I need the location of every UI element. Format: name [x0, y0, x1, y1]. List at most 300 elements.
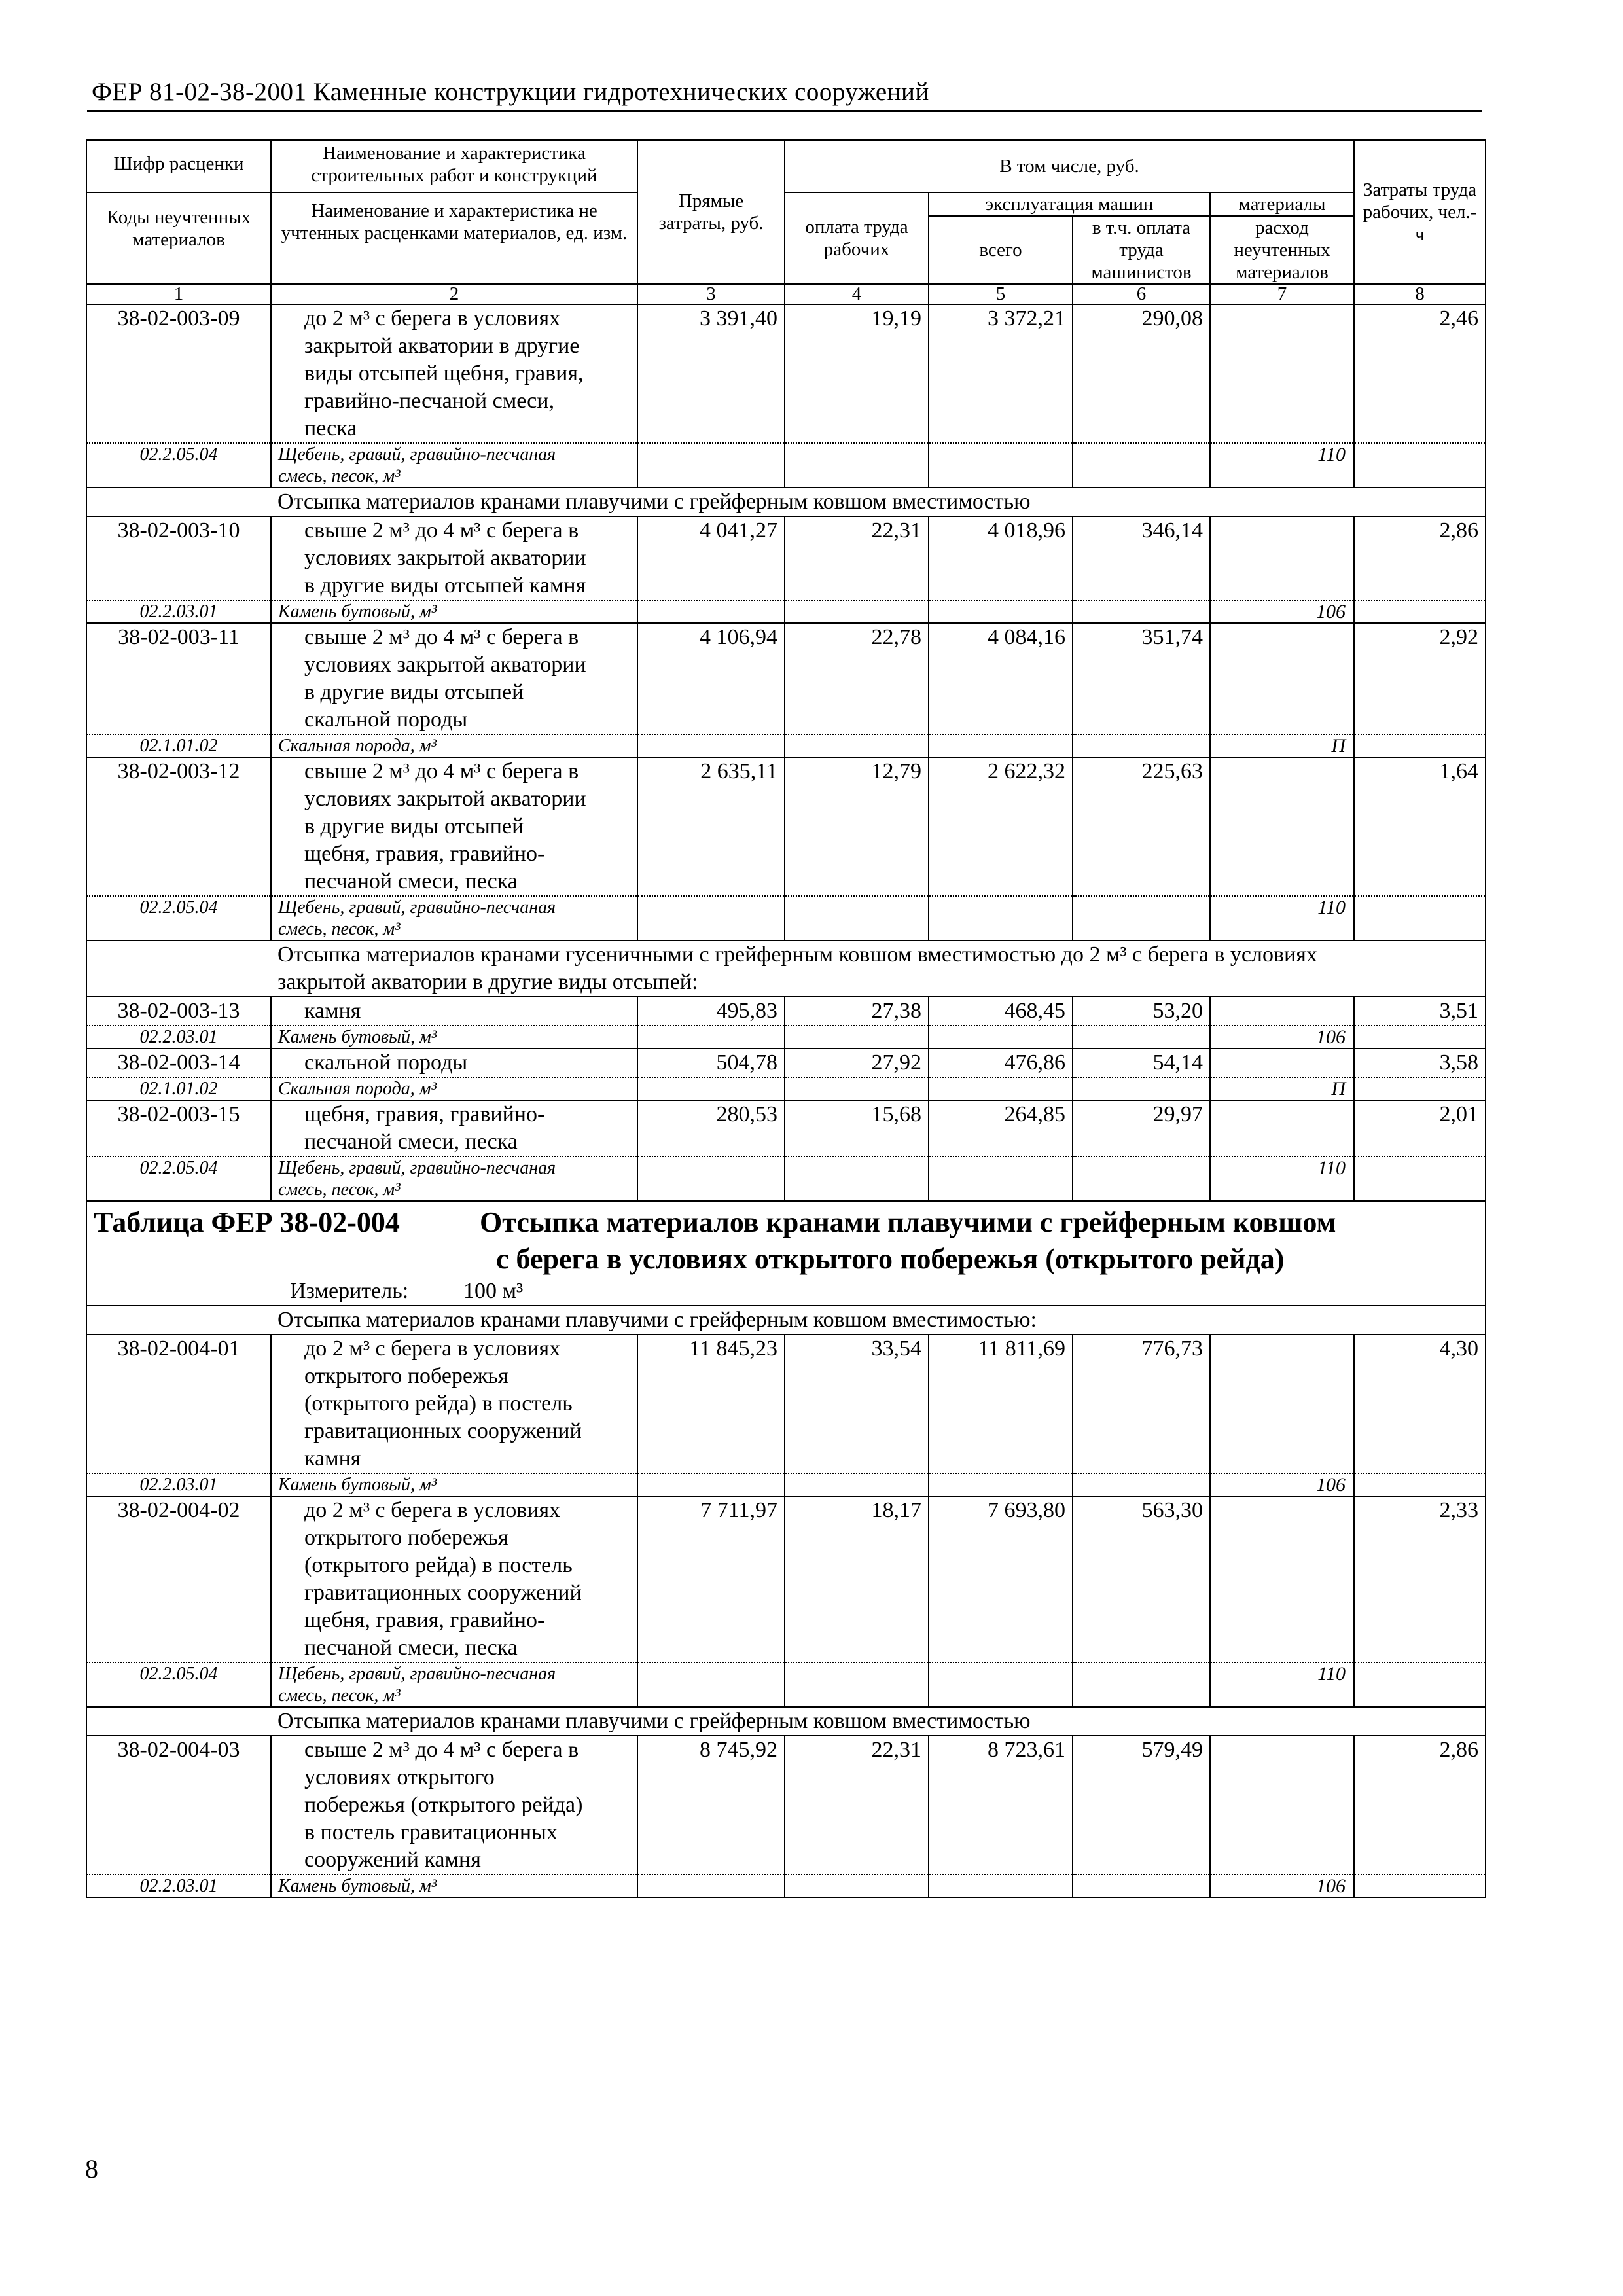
direct-costs-material-blank: [638, 442, 784, 487]
labor-costs-material-blank: [1355, 1025, 1485, 1048]
direct-costs-cell: [637, 1049, 785, 1100]
rate-description-cell: [271, 623, 637, 757]
rate-row: [86, 757, 1486, 941]
machinists-pay-cell: [1073, 304, 1210, 488]
direct-costs: 3 391,40: [700, 306, 777, 331]
description-line: сооружений камня: [304, 1848, 481, 1872]
labor-pay: 15,68: [871, 1102, 921, 1126]
material-qty-blank: [1211, 997, 1353, 1025]
material-name: [272, 442, 637, 487]
machinists-pay-material-blank: [1073, 1025, 1209, 1048]
labor-costs-material-blank: [1355, 442, 1485, 487]
header-row-1: [86, 140, 1486, 192]
machinists-pay: 54,14: [1152, 1050, 1203, 1075]
labor-pay-cell: [785, 1496, 929, 1707]
column-number: 3: [637, 284, 785, 304]
header-labor-costs: Затраты труда рабочих, чел.-ч: [1354, 140, 1486, 284]
direct-costs-cell: [637, 623, 785, 757]
labor-pay-cell: [785, 1100, 929, 1201]
rate-row: [86, 1736, 1486, 1897]
labor-costs-cell: [1354, 1496, 1486, 1707]
table-title-continued: с берега в условиях открытого побережья (открытого рейда): [496, 1243, 1285, 1275]
direct-costs-material-blank: [638, 895, 784, 940]
rate-row: [86, 1335, 1486, 1496]
description-line: до 2 м³ с берега в условиях: [304, 306, 561, 331]
header-name-title: Наименование и характеристика строительных работ и конструкций: [311, 143, 597, 186]
description-line: условиях закрытой акватории: [304, 787, 586, 811]
direct-costs: 4 106,94: [700, 625, 777, 649]
description-line: условиях закрытой акватории: [304, 653, 586, 677]
labor-pay-cell: [785, 757, 929, 941]
material-qty: П: [1211, 734, 1353, 757]
material-qty: 110: [1211, 1156, 1353, 1200]
section-title: [271, 488, 1486, 516]
description-line: скальной породы: [304, 708, 468, 732]
rates-table: [86, 139, 1486, 1898]
rate-description-cell: [271, 1335, 637, 1496]
labor-costs: 3,51: [1439, 999, 1478, 1023]
machinists-pay-cell: [1073, 516, 1210, 623]
direct-costs-material-blank: [638, 1662, 784, 1706]
rate-code: 38-02-003-14: [117, 1050, 240, 1075]
machine-total-material-blank: [929, 1077, 1072, 1100]
rate-row: [86, 1100, 1486, 1201]
rate-code-cell: [86, 997, 271, 1049]
description-line: свыше 2 м³ до 4 м³ с берега в: [304, 518, 579, 543]
labor-pay-material-blank: [785, 1662, 928, 1706]
header-machine-ops: эксплуатация машин: [929, 192, 1210, 216]
section-title: [271, 1707, 1486, 1736]
description-line: камня: [304, 999, 361, 1023]
machine-total-cell: [929, 1496, 1073, 1707]
machinists-pay: 579,49: [1141, 1738, 1203, 1762]
header-name-cell: [271, 140, 637, 284]
material-line: смесь, песок, м³: [278, 466, 401, 486]
labor-costs: 2,46: [1439, 306, 1478, 331]
material-line: Щебень, гравий, гравийно-песчаная: [278, 1158, 556, 1178]
header-materials-sub: расход неучтенных материалов: [1210, 216, 1354, 284]
material-qty-blank: [1211, 517, 1353, 600]
machinists-pay: 351,74: [1141, 625, 1203, 649]
material-qty: 106: [1211, 1874, 1353, 1897]
machine-total: 2 622,32: [988, 759, 1065, 783]
direct-costs-cell: [637, 757, 785, 941]
description-line: гравитационных сооружений: [304, 1581, 582, 1605]
machine-total-material-blank: [929, 1156, 1072, 1200]
material-qty: 106: [1211, 1025, 1353, 1048]
material-qty: 110: [1211, 895, 1353, 940]
material-qty-blank: [1211, 1736, 1353, 1874]
labor-costs: 4,30: [1439, 1336, 1478, 1361]
direct-costs-material-blank: [638, 734, 784, 757]
rate-code: 38-02-004-01: [117, 1336, 240, 1361]
direct-costs: 2 635,11: [700, 759, 777, 783]
labor-costs-cell: [1354, 304, 1486, 488]
labor-pay-cell: [785, 1736, 929, 1897]
machine-total-material-blank: [929, 1025, 1072, 1048]
direct-costs: 280,53: [716, 1102, 777, 1126]
labor-pay-material-blank: [785, 895, 928, 940]
description-line: песчаной смеси, песка: [304, 1636, 518, 1660]
table-title: Отсыпка материалов кранами плавучими с грейферным ковшом: [480, 1206, 1336, 1238]
rate-description: [272, 1335, 637, 1473]
direct-costs: 504,78: [716, 1050, 777, 1075]
machine-total: 4 018,96: [988, 518, 1065, 543]
labor-pay-material-blank: [785, 442, 928, 487]
machinists-pay: 776,73: [1141, 1336, 1203, 1361]
machine-total-cell: [929, 1100, 1073, 1201]
labor-costs: 1,64: [1439, 759, 1478, 783]
material-qty: П: [1211, 1077, 1353, 1100]
labor-costs-material-blank: [1355, 600, 1485, 622]
material-code: 02.2.03.01: [87, 1473, 270, 1496]
rate-row: [86, 997, 1486, 1049]
section-code-cell: [86, 941, 271, 997]
machine-total-cell: [929, 1335, 1073, 1496]
header-rule: [87, 110, 1482, 112]
labor-pay-material-blank: [785, 734, 928, 757]
description-line: до 2 м³ с берега в условиях: [304, 1336, 561, 1361]
material-code: 02.2.05.04: [87, 895, 270, 940]
labor-costs-cell: [1354, 516, 1486, 623]
direct-costs-material-blank: [638, 1156, 784, 1200]
labor-pay-material-blank: [785, 1473, 928, 1496]
labor-pay: 27,38: [871, 999, 921, 1023]
rate-code-cell: [86, 304, 271, 488]
material-qty-blank: [1211, 1335, 1353, 1473]
direct-costs-material-blank: [638, 1025, 784, 1048]
description-line: песчаной смеси, песка: [304, 869, 518, 893]
rate-description-cell: [271, 1100, 637, 1201]
machinists-pay-material-blank: [1073, 1874, 1209, 1897]
section-title-line: Отсыпка материалов кранами гусеничными с грейферным ковшом вместимостью до 2 м³ с берега в условиях: [277, 942, 1317, 967]
rate-code-cell: [86, 1736, 271, 1897]
header-materials: материалы: [1210, 192, 1354, 216]
machine-total: 11 811,69: [978, 1336, 1065, 1361]
machine-total: 264,85: [1004, 1102, 1065, 1126]
material-qty-cell: [1210, 1736, 1354, 1897]
section-title-line: закрытой акватории в другие виды отсыпей:: [277, 970, 698, 994]
machinists-pay-cell: [1073, 997, 1210, 1049]
material-line: Скальная порода, м³: [278, 1079, 437, 1099]
description-line: камня: [304, 1446, 361, 1471]
description-line: гравитационных сооружений: [304, 1419, 582, 1443]
direct-costs: 8 745,92: [700, 1738, 777, 1762]
meter-label: Измеритель:: [290, 1279, 409, 1303]
table-heading: [86, 1201, 1486, 1306]
material-line: смесь, песок, м³: [278, 1685, 401, 1706]
rate-row: [86, 516, 1486, 623]
rate-description: [272, 1101, 637, 1156]
machine-total-cell: [929, 1049, 1073, 1100]
material-qty-blank: [1211, 1101, 1353, 1156]
column-number: 4: [785, 284, 929, 304]
material-qty-cell: [1210, 757, 1354, 941]
section-title-line: Отсыпка материалов кранами плавучими с грейферным ковшом вместимостью:: [277, 1308, 1037, 1332]
material-name: [272, 734, 637, 757]
labor-pay: 33,54: [871, 1336, 921, 1361]
labor-pay: 22,31: [871, 1738, 921, 1762]
machine-total-material-blank: [929, 895, 1072, 940]
material-qty-blank: [1211, 305, 1353, 442]
machine-total-cell: [929, 304, 1073, 488]
material-name: [272, 1156, 637, 1200]
description-line: (открытого рейда) в постель: [304, 1553, 573, 1577]
machine-total-cell: [929, 516, 1073, 623]
material-code: 02.2.05.04: [87, 442, 270, 487]
section-row: [86, 1306, 1486, 1335]
column-number: 6: [1073, 284, 1210, 304]
direct-costs: 4 041,27: [700, 518, 777, 543]
direct-costs-material-blank: [638, 1077, 784, 1100]
table-body: [86, 140, 1486, 1897]
labor-pay-material-blank: [785, 1077, 928, 1100]
description-line: в постель гравитационных: [304, 1820, 558, 1844]
material-line: Щебень, гравий, гравийно-песчаная: [278, 897, 556, 918]
direct-costs-cell: [637, 997, 785, 1049]
material-qty-blank: [1211, 758, 1353, 895]
material-line: смесь, песок, м³: [278, 1179, 401, 1200]
document-header: ФЕР 81-02-38-2001 Каменные конструкции гидротехнических сооружений: [92, 78, 929, 106]
labor-pay: 27,92: [871, 1050, 921, 1075]
table-heading-row: [86, 1201, 1486, 1306]
description-line: открытого побережья: [304, 1526, 508, 1550]
material-line: Камень бутовый, м³: [278, 1475, 437, 1495]
machinists-pay-material-blank: [1073, 1077, 1209, 1100]
description-line: до 2 м³ с берега в условиях: [304, 1498, 561, 1522]
description-line: закрытой акватории в другие: [304, 334, 580, 358]
description-line: условиях закрытой акватории: [304, 546, 586, 570]
rate-description: [272, 1497, 637, 1662]
rate-description-cell: [271, 1736, 637, 1897]
rate-description-cell: [271, 757, 637, 941]
rate-code: 38-02-003-15: [117, 1102, 240, 1126]
material-qty-cell: [1210, 997, 1354, 1049]
machinists-pay-cell: [1073, 1049, 1210, 1100]
page-number: 8: [85, 2154, 98, 2183]
section-row: [86, 1707, 1486, 1736]
section-row: [86, 488, 1486, 516]
rate-description: [272, 305, 637, 442]
material-qty-cell: [1210, 516, 1354, 623]
labor-costs-cell: [1354, 1736, 1486, 1897]
material-qty: 110: [1211, 1662, 1353, 1706]
machine-total: 4 084,16: [988, 625, 1065, 649]
material-qty-cell: [1210, 623, 1354, 757]
material-code: 02.1.01.02: [87, 1077, 270, 1100]
table-title-line: [94, 1204, 1478, 1241]
section-row: [86, 941, 1486, 997]
material-name: [272, 1874, 637, 1897]
labor-pay-cell: [785, 997, 929, 1049]
rate-code-cell: [86, 757, 271, 941]
machinists-pay-cell: [1073, 1736, 1210, 1897]
description-line: свыше 2 м³ до 4 м³ с берега в: [304, 1738, 579, 1762]
rate-code-cell: [86, 623, 271, 757]
labor-pay: 22,78: [871, 625, 921, 649]
direct-costs-cell: [637, 516, 785, 623]
machine-total-material-blank: [929, 1473, 1072, 1496]
labor-costs-cell: [1354, 757, 1486, 941]
rate-row: [86, 1049, 1486, 1100]
machinists-pay-material-blank: [1073, 1156, 1209, 1200]
header-labor-pay: оплата труда рабочих: [785, 192, 929, 284]
description-line: песка: [304, 416, 357, 440]
direct-costs-material-blank: [638, 600, 784, 622]
labor-costs-cell: [1354, 1335, 1486, 1496]
material-qty-blank: [1211, 624, 1353, 734]
material-line: смесь, песок, м³: [278, 919, 401, 939]
material-code: 02.2.05.04: [87, 1662, 270, 1706]
labor-pay-material-blank: [785, 1156, 928, 1200]
column-number: 5: [929, 284, 1073, 304]
rate-description-cell: [271, 1496, 637, 1707]
rate-description-cell: [271, 304, 637, 488]
header-including: В том числе, руб.: [785, 140, 1354, 192]
rate-code: 38-02-003-13: [117, 999, 240, 1023]
rate-code-cell: [86, 1335, 271, 1496]
section-code-cell: [86, 488, 271, 516]
rate-description: [272, 1049, 637, 1077]
section-title-line: Отсыпка материалов кранами плавучими с грейферным ковшом вместимостью: [277, 490, 1031, 514]
description-line: свыше 2 м³ до 4 м³ с берега в: [304, 625, 579, 649]
header-code-cell: [86, 140, 271, 284]
labor-costs-material-blank: [1355, 1874, 1485, 1897]
machine-total-material-blank: [929, 1662, 1072, 1706]
column-number: 2: [271, 284, 637, 304]
material-line: Камень бутовый, м³: [278, 1876, 437, 1896]
machine-total: 8 723,61: [988, 1738, 1065, 1762]
material-qty-cell: [1210, 1100, 1354, 1201]
description-line: скальной породы: [304, 1050, 468, 1075]
labor-costs-cell: [1354, 623, 1486, 757]
labor-pay-material-blank: [785, 600, 928, 622]
machinists-pay-material-blank: [1073, 442, 1209, 487]
rate-code: 38-02-003-10: [117, 518, 240, 543]
labor-pay-material-blank: [785, 1025, 928, 1048]
material-qty-cell: [1210, 1335, 1354, 1496]
machine-total-material-blank: [929, 442, 1072, 487]
material-name: [272, 1662, 637, 1706]
rate-description: [272, 1736, 637, 1874]
rate-row: [86, 623, 1486, 757]
description-line: виды отсыпей щебня, гравия,: [304, 361, 584, 386]
header-code-sub: Коды неучтенных материалов: [87, 192, 270, 257]
material-qty: 106: [1211, 600, 1353, 622]
machinists-pay: 225,63: [1141, 759, 1203, 783]
material-code: 02.2.03.01: [87, 1874, 270, 1897]
machinists-pay: 290,08: [1141, 306, 1203, 331]
material-qty-blank: [1211, 1497, 1353, 1662]
material-qty-cell: [1210, 1496, 1354, 1707]
description-line: песчаной смеси, песка: [304, 1130, 518, 1154]
description-line: (открытого рейда) в постель: [304, 1391, 573, 1416]
material-line: Камень бутовый, м³: [278, 1027, 437, 1047]
meter-line: [94, 1278, 1478, 1305]
machinists-pay-material-blank: [1073, 1662, 1209, 1706]
rate-description: [272, 997, 637, 1025]
material-name: [272, 1473, 637, 1496]
machine-total-material-blank: [929, 1874, 1072, 1897]
rate-code: 38-02-004-02: [117, 1498, 240, 1522]
rate-description: [272, 517, 637, 600]
machinists-pay-cell: [1073, 1335, 1210, 1496]
machinists-pay: 346,14: [1141, 518, 1203, 543]
machine-total-material-blank: [929, 734, 1072, 757]
material-line: Щебень, гравий, гравийно-песчаная: [278, 1664, 556, 1684]
section-code-cell: [86, 1306, 271, 1335]
machine-total: 3 372,21: [988, 306, 1065, 331]
column-number: 1: [86, 284, 271, 304]
description-line: щебня, гравия, гравийно-: [304, 1102, 545, 1126]
section-title: [271, 941, 1486, 997]
description-line: щебня, гравия, гравийно-: [304, 842, 545, 866]
header-machine-total: всего: [929, 216, 1073, 284]
material-code: 02.2.03.01: [87, 600, 270, 622]
material-name: [272, 1077, 637, 1100]
header-name-sub: Наименование и характеристика не учтенных расценками материалов, ед. изм.: [272, 192, 637, 257]
labor-costs-material-blank: [1355, 1077, 1485, 1100]
section-title: [271, 1306, 1486, 1335]
description-line: свыше 2 м³ до 4 м³ с берега в: [304, 759, 579, 783]
meter-value: 100 м³: [463, 1279, 524, 1303]
machine-total: 476,86: [1004, 1050, 1065, 1075]
description-line: щебня, гравия, гравийно-: [304, 1608, 545, 1632]
labor-costs-material-blank: [1355, 895, 1485, 940]
machine-total-cell: [929, 997, 1073, 1049]
description-line: условиях открытого: [304, 1765, 495, 1789]
labor-pay: 12,79: [871, 759, 921, 783]
labor-costs-cell: [1354, 1100, 1486, 1201]
rate-code-cell: [86, 1100, 271, 1201]
labor-costs-material-blank: [1355, 1473, 1485, 1496]
direct-costs-cell: [637, 1335, 785, 1496]
direct-costs-cell: [637, 1100, 785, 1201]
labor-pay: 22,31: [871, 518, 921, 543]
rate-description-cell: [271, 516, 637, 623]
material-qty-blank: [1211, 1049, 1353, 1077]
description-line: в другие виды отсыпей: [304, 680, 524, 704]
labor-costs: 2,01: [1439, 1102, 1478, 1126]
material-code: 02.1.01.02: [87, 734, 270, 757]
column-number: 8: [1354, 284, 1486, 304]
direct-costs-cell: [637, 1496, 785, 1707]
description-line: побережья (открытого рейда): [304, 1793, 583, 1817]
material-code: 02.2.05.04: [87, 1156, 270, 1200]
labor-pay-cell: [785, 304, 929, 488]
material-qty-cell: [1210, 304, 1354, 488]
rate-code: 38-02-003-12: [117, 759, 240, 783]
direct-costs: 7 711,97: [700, 1498, 777, 1522]
labor-costs: 2,33: [1439, 1498, 1478, 1522]
machine-total-cell: [929, 623, 1073, 757]
section-code-cell: [86, 1707, 271, 1736]
labor-pay: 19,19: [871, 306, 921, 331]
labor-costs: 3,58: [1439, 1050, 1478, 1075]
machinists-pay: 563,30: [1141, 1498, 1203, 1522]
labor-costs: 2,92: [1439, 625, 1478, 649]
direct-costs: 11 845,23: [689, 1336, 777, 1361]
table-label: Таблица ФЕР 38-02-004: [94, 1206, 400, 1238]
material-name: [272, 1025, 637, 1048]
labor-costs-material-blank: [1355, 1156, 1485, 1200]
rate-description-cell: [271, 997, 637, 1049]
machine-total-material-blank: [929, 600, 1072, 622]
rate-row: [86, 1496, 1486, 1707]
labor-costs: 2,86: [1439, 518, 1478, 543]
labor-pay-cell: [785, 1335, 929, 1496]
machinists-pay-material-blank: [1073, 1473, 1209, 1496]
